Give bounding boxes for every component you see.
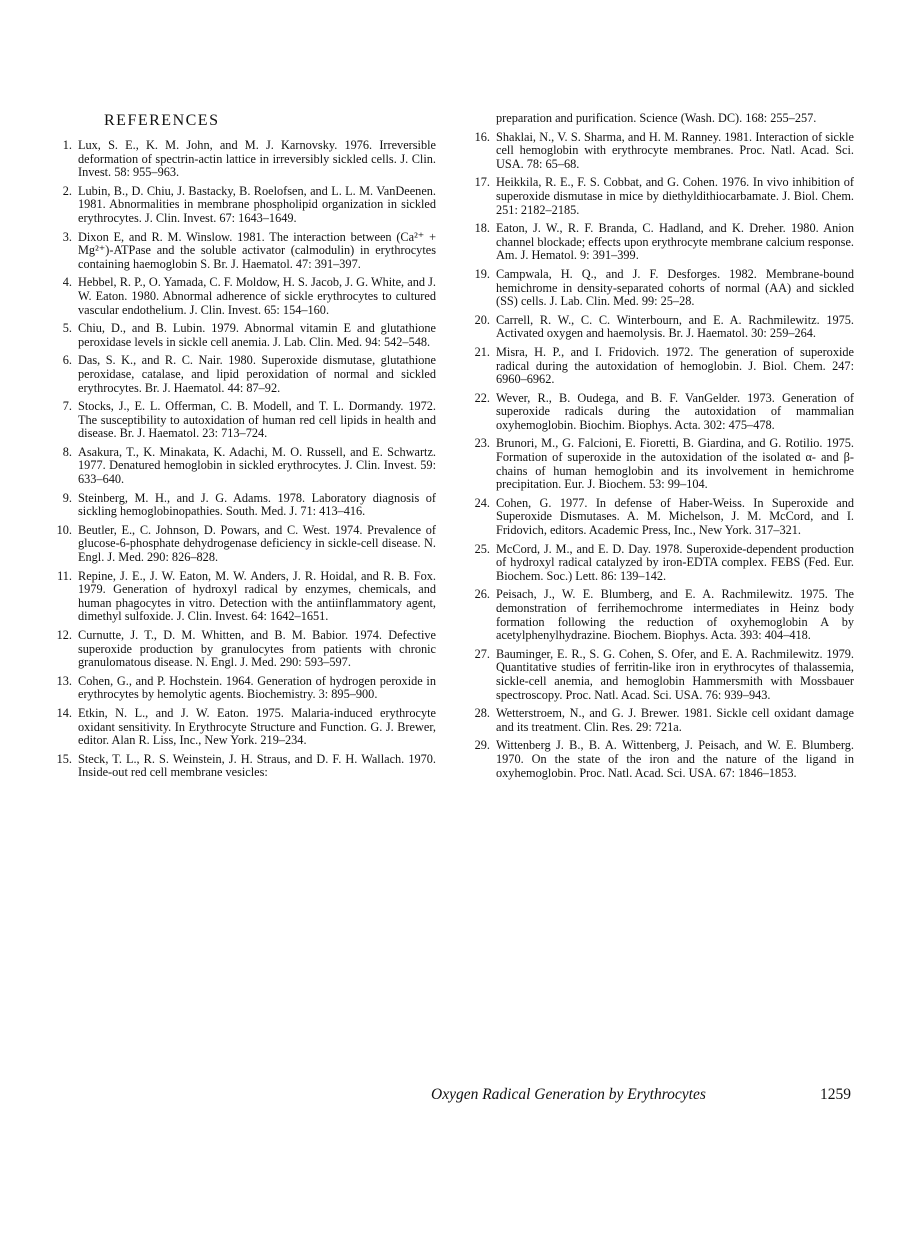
reference-text: Etkin, N. L., and J. W. Eaton. 1975. Malaria-induced erythrocyte oxidant sensitivity. In Erythrocyte Structure and Function. G. J. Brewer, editor. Alan R. Liss, Inc., New York. 219–234.	[78, 705, 436, 748]
reference-number: 7.	[62, 399, 72, 414]
reference-entry	[52, 185, 436, 226]
reference-number: 24.	[474, 495, 490, 510]
reference-text: Das, S. K., and R. C. Nair. 1980. Superoxide dismutase, glutathione peroxidase, catalase, and lipid peroxidation of normal and sickled erythrocytes. Br. J. Haematol. 44: 87–92.	[78, 353, 436, 395]
reference-text: Steck, T. L., R. S. Weinstein, J. H. Straus, and D. F. H. Wallach. 1970. Inside-out red cell membrane vesicles:	[78, 751, 436, 780]
running-title: Oxygen Radical Generation by Erythrocytes	[431, 1086, 706, 1103]
reference-entry	[470, 707, 854, 734]
reference-number: 23.	[474, 436, 490, 451]
reference-text: Shaklai, N., V. S. Sharma, and H. M. Ranney. 1981. Interaction of sickle cell hemoglobin with erythrocyte membranes. Proc. Natl. Acad. Sci. USA. 78: 65–68.	[496, 129, 854, 171]
reference-entry	[52, 400, 436, 441]
reference-text: Carrell, R. W., C. C. Winterbourn, and E. A. Rachmilewitz. 1975. Activated oxygen and haemolysis. Br. J. Haematol. 30: 259–264.	[496, 312, 854, 341]
reference-number: 5.	[62, 321, 72, 336]
reference-number: 10.	[56, 522, 72, 537]
reference-number: 4.	[62, 275, 72, 290]
reference-text: Stocks, J., E. L. Offerman, C. B. Modell, and T. L. Dormandy. 1972. The susceptibility to autoxidation of human red cell lipids in health and disease. Br. J. Haematol. 23: 713–724.	[78, 399, 436, 441]
reference-text: Bauminger, E. R., S. G. Cohen, S. Ofer, and E. A. Rachmilewitz. 1979. Quantitative studies of ferritin-like iron in erythrocytes of thalassemia, sickle-cell anemia, and hemoglobin Hammersmith with Mossbauer spectroscopy. Proc. Natl. Acad. Sci. USA. 76: 939–943.	[496, 646, 854, 702]
reference-number: 18.	[474, 221, 490, 236]
reference-entry	[470, 131, 854, 172]
reference-number: 1.	[62, 138, 72, 152]
reference-text: Wetterstroem, N., and G. J. Brewer. 1981. Sickle cell oxidant damage and its treatment. Clin. Res. 29: 721a.	[496, 706, 854, 734]
continuation-text: preparation and purification. Science (Wash. DC). 168: 255–257.	[496, 111, 817, 125]
reference-entry	[52, 629, 436, 670]
right-column	[470, 112, 854, 785]
reference-number: 22.	[474, 390, 490, 405]
reference-entry	[52, 570, 436, 624]
reference-entry	[52, 753, 436, 780]
reference-entry	[470, 588, 854, 642]
page-number: 1259	[820, 1086, 851, 1103]
reference-entry	[470, 648, 854, 702]
reference-entry	[470, 497, 854, 538]
reference-entry	[52, 492, 436, 519]
reference-entry	[470, 346, 854, 387]
references-heading: REFERENCES	[104, 112, 220, 129]
reference-number: 12.	[56, 628, 72, 642]
reference-number: 3.	[62, 229, 72, 244]
reference-number: 20.	[474, 312, 490, 327]
reference-text: Peisach, J., W. E. Blumberg, and E. A. Rachmilewitz. 1975. The demonstration of ferrihemochrome intermediates in Heinz body formation following the reduction of oxyhemoglobin A by acetylphenylhydrazine. Biochem. Biophys. Acta. 393: 404–418.	[496, 587, 854, 643]
reference-number: 15.	[56, 751, 72, 766]
reference-entry	[470, 739, 854, 780]
reference-text: Cohen, G. 1977. In defense of Haber-Weiss. In Superoxide and Superoxide Dismutases. A. M. Michelson, J. M. McCord, and I. Fridovich, editors. Academic Press, Inc., New York. 317–321.	[496, 495, 854, 538]
reference-entry	[52, 322, 436, 349]
reference-number: 28.	[474, 706, 490, 721]
reference-text: Eaton, J. W., R. F. Branda, C. Hadland, and K. Dreher. 1980. Anion channel blockade; effects upon erythrocyte membrane calcium response. Am. J. Hematol. 9: 391–399.	[496, 221, 854, 263]
reference-number: 27.	[474, 646, 490, 661]
reference-text: Campwala, H. Q., and J. F. Desforges. 1982. Membrane-bound hemichrome in density-separated cohorts of normal (AA) and sickled (SS) cells. J. Lab. Clin. Med. 99: 25–28.	[496, 266, 854, 309]
reference-entry	[470, 222, 854, 263]
reference-entry	[470, 392, 854, 433]
reference-number: 17.	[474, 175, 490, 190]
reference-text: Lux, S. E., K. M. John, and M. J. Karnovsky. 1976. Irreversible deformation of spectrin-actin lattice in irreversibly sickled cells. J. Clin. Invest. 58: 955–963.	[78, 138, 436, 180]
reference-entry	[52, 446, 436, 487]
page-footer	[431, 1086, 851, 1104]
reference-number: 2.	[62, 183, 72, 198]
reference-entry	[470, 437, 854, 491]
reference-text: Brunori, M., G. Falcioni, E. Fioretti, B. Giardina, and G. Rotilio. 1975. Formation of superoxide in the autoxidation of the isolated α- and β-chains of human hemoglobin and its involvement in hemichrome precipitation. Eur. J. Biochem. 53: 99–104.	[496, 436, 854, 492]
reference-text: Repine, J. E., J. W. Eaton, M. W. Anders, J. R. Hoidal, and R. B. Fox. 1979. Generation of hydroxyl radical by enzymes, chemicals, and human phagocytes in vitro. Detection with the antiinflammatory agent, dimethyl sulfoxide. J. Clin. Invest. 64: 1642–1651.	[78, 568, 436, 624]
reference-entry	[470, 314, 854, 341]
reference-number: 9.	[62, 490, 72, 505]
reference-entry	[52, 276, 436, 317]
reference-text: Misra, H. P., and I. Fridovich. 1972. The generation of superoxide radical during the autoxidation of hemoglobin. J. Biol. Chem. 247: 6960–6962.	[496, 344, 854, 387]
reference-entry	[470, 176, 854, 217]
reference-text: Heikkila, R. E., F. S. Cobbat, and G. Cohen. 1976. In vivo inhibition of superoxide dismutase in mice by diethyldithiocarbamate. J. Biol. Chem. 251: 2182–2185.	[496, 175, 854, 217]
reference-text: Dixon E, and R. M. Winslow. 1981. The interaction between (Ca²⁺ + Mg²⁺)-ATPase and the soluble activator (calmodulin) in erythrocytes containing haemoglobin S. Br. J. Haematol. 47: 391–397.	[78, 229, 436, 271]
reference-entry	[52, 675, 436, 702]
reference-text: Hebbel, R. P., O. Yamada, C. F. Moldow, H. S. Jacob, J. G. White, and J. W. Eaton. 1980. Abnormal adherence of sickle erythrocytes to cultured vascular endothelium. J. Clin. Invest. 65: 154–160.	[78, 275, 436, 317]
reference-number: 16.	[474, 129, 490, 144]
reference-text: Beutler, E., C. Johnson, D. Powars, and C. West. 1974. Prevalence of glucose-6-phosphate dehydrogenase deficiency in sickle-cell disease. N. Engl. J. Med. 290: 826–828.	[78, 522, 436, 565]
left-column	[52, 139, 436, 785]
reference-number: 26.	[474, 587, 490, 602]
reference-number: 6.	[62, 353, 72, 368]
reference-number: 14.	[56, 705, 72, 720]
reference-text: Cohen, G., and P. Hochstein. 1964. Generation of hydrogen peroxide in erythrocytes by hemolytic agents. Biochemistry. 3: 895–900.	[78, 673, 436, 702]
reference-number: 21.	[474, 344, 490, 359]
reference-text: Chiu, D., and B. Lubin. 1979. Abnormal vitamin E and glutathione peroxidase levels in sickle cell anemia. J. Lab. Clin. Med. 94: 542–548.	[78, 321, 436, 349]
reference-entry	[52, 354, 436, 395]
reference-entry	[52, 707, 436, 748]
reference-number: 13.	[56, 673, 72, 688]
reference-text: Steinberg, M. H., and J. G. Adams. 1978. Laboratory diagnosis of sickling hemoglobinopathies. South. Med. J. 71: 413–416.	[78, 490, 436, 519]
reference-text: McCord, J. M., and E. D. Day. 1978. Superoxide-dependent production of hydroxyl radical catalyzed by iron-EDTA complex. FEBS (Fed. Eur. Biochem. Soc.) Lett. 86: 139–142.	[496, 541, 854, 583]
reference-text: Wittenberg J. B., B. A. Wittenberg, J. Peisach, and W. E. Blumberg. 1970. On the state of the iron and the nature of the ligand in oxyhemoglobin. Proc. Natl. Acad. Sci. USA. 67: 1846–1853.	[496, 738, 854, 780]
reference-entry	[52, 524, 436, 565]
reference-entry	[52, 139, 436, 180]
reference-text: Wever, R., B. Oudega, and B. F. VanGelder. 1973. Generation of superoxide radicals during the autoxidation of mammalian oxyhemoglobin. Biochim. Biophys. Acta. 302: 475–478.	[496, 390, 854, 432]
reference-number: 19.	[474, 266, 490, 281]
reference-number: 25.	[474, 541, 490, 556]
reference-number: 8.	[62, 444, 72, 459]
reference-continuation	[470, 112, 854, 126]
reference-entry	[470, 543, 854, 584]
reference-entry	[470, 268, 854, 309]
reference-text: Curnutte, J. T., D. M. Whitten, and B. M. Babior. 1974. Defective superoxide production by granulocytes from patients with chronic granulomatous disease. N. Engl. J. Med. 290: 593–597.	[78, 628, 436, 670]
reference-number: 29.	[474, 738, 490, 753]
reference-text: Lubin, B., D. Chiu, J. Bastacky, B. Roelofsen, and L. L. M. VanDeenen. 1981. Abnormalities in membrane phospholipid organization in sickled erythrocytes. J. Clin. Invest. 67: 1643–1649.	[78, 183, 436, 225]
reference-text: Asakura, T., K. Minakata, K. Adachi, M. O. Russell, and E. Schwartz. 1977. Denatured hemoglobin in sickled erythrocytes. J. Clin. Invest. 59: 633–640.	[78, 444, 436, 487]
reference-number: 11.	[57, 568, 72, 583]
reference-entry	[52, 231, 436, 272]
